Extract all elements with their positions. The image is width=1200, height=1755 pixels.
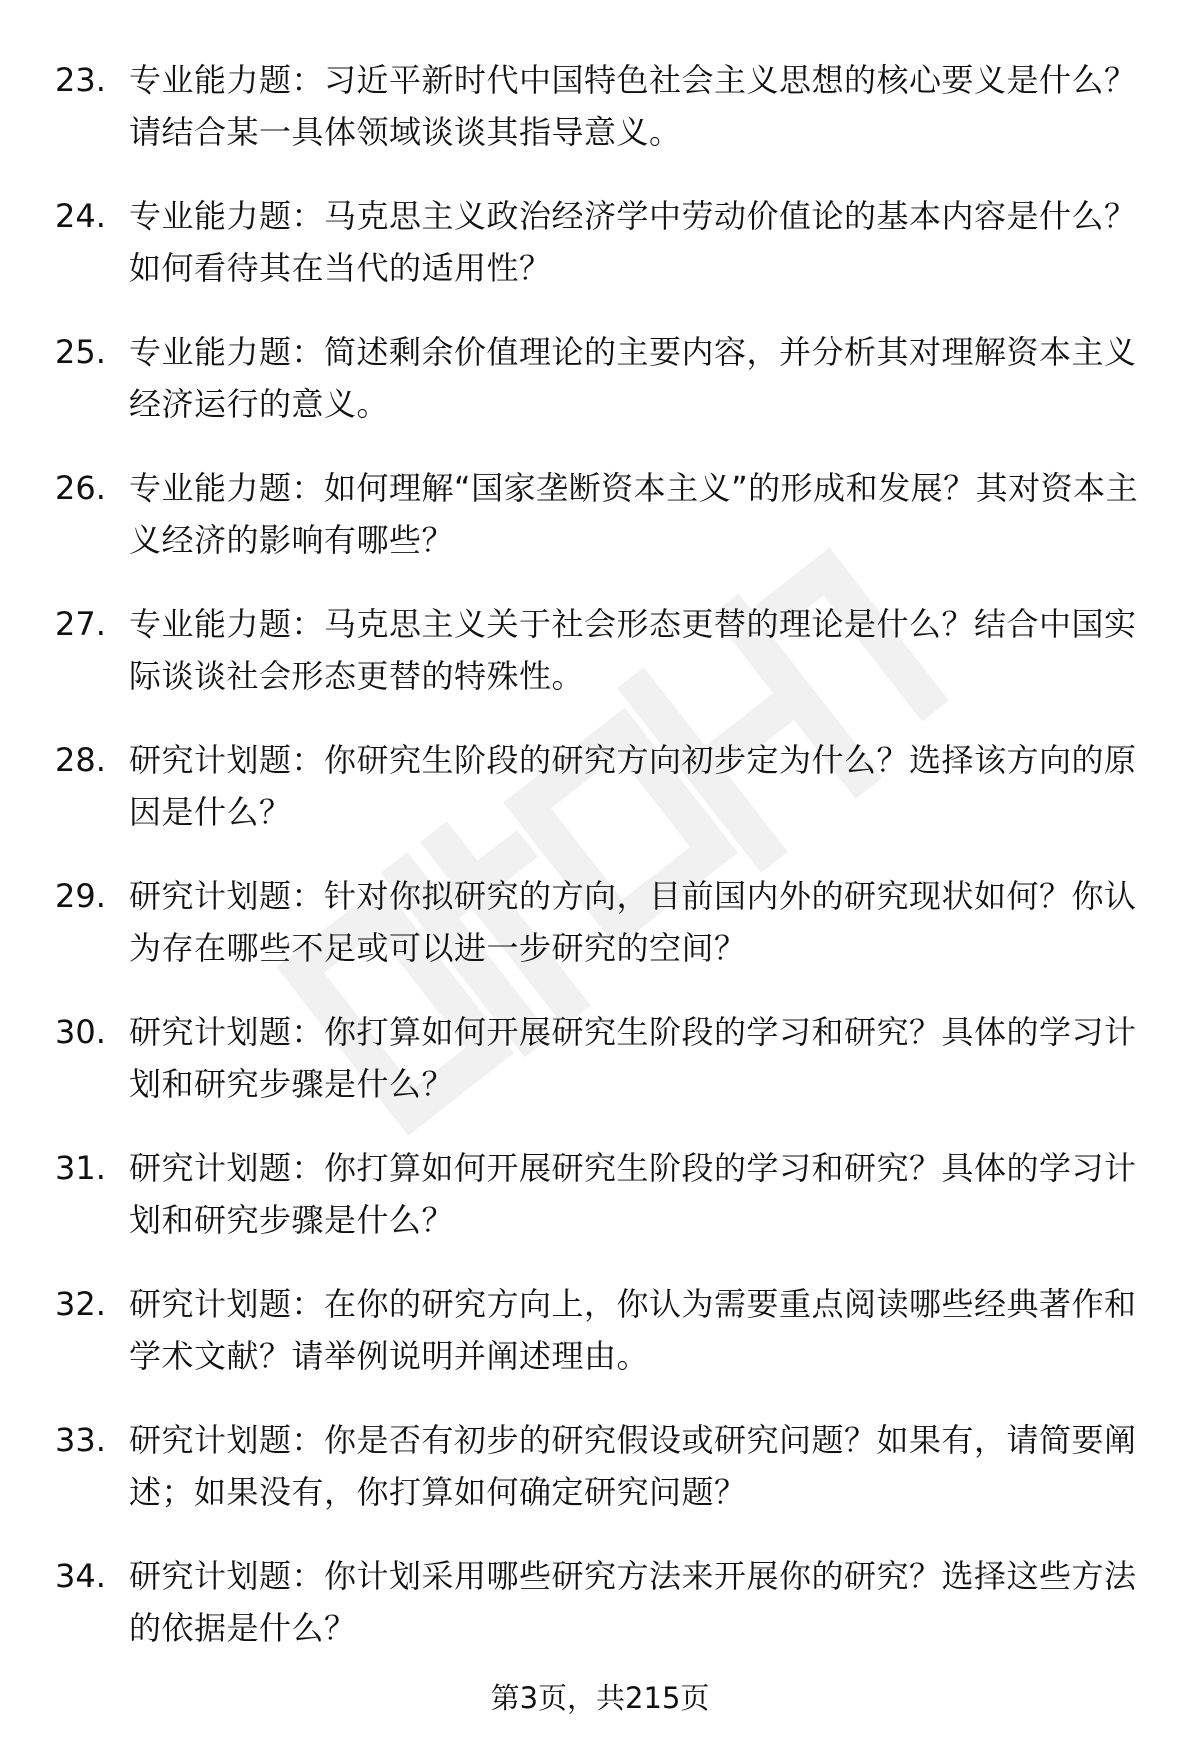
question-category: 专业能力题： [129, 61, 325, 99]
question-number: 24. [55, 197, 106, 235]
question-body [129, 1414, 1145, 1518]
question-category: 研究计划题： [129, 1285, 325, 1323]
question-body [129, 1142, 1145, 1246]
question-body [129, 54, 1145, 158]
question-category: 研究计划题： [129, 741, 325, 779]
question-body [129, 190, 1145, 294]
question-number: 27. [55, 605, 106, 643]
question-text: 如何理解“国家垄断资本主义”的形成和发展？其对资本主义经济的影响有哪些？ [129, 469, 1139, 559]
question-item [55, 1278, 1145, 1382]
question-number: 29. [55, 877, 106, 915]
question-text: 你计划采用哪些研究方法来开展你的研究？选择这些方法的依据是什么？ [129, 1557, 1137, 1647]
question-item [55, 734, 1145, 838]
question-item [55, 190, 1145, 294]
question-text: 针对你拟研究的方向，目前国内外的研究现状如何？你认为存在哪些不足或可以进一步研究的空间？ [129, 877, 1137, 967]
question-number: 31. [55, 1149, 106, 1187]
question-category: 研究计划题： [129, 1421, 325, 1459]
question-body [129, 1006, 1145, 1110]
question-text: 习近平新时代中国特色社会主义思想的核心要义是什么？请结合某一具体领域谈谈其指导意义。 [129, 61, 1137, 151]
question-body [129, 1278, 1145, 1382]
question-item [55, 1006, 1145, 1110]
question-text: 简述剩余价值理论的主要内容，并分析其对理解资本主义经济运行的意义。 [129, 333, 1137, 423]
page-footer [0, 1678, 1200, 1718]
question-text: 在你的研究方向上，你认为需要重点阅读哪些经典著作和学术文献？请举例说明并阐述理由。 [129, 1285, 1137, 1375]
question-category: 研究计划题： [129, 1557, 325, 1595]
question-body [129, 870, 1145, 974]
page-number-label: 第3页，共215页 [490, 1681, 710, 1715]
question-number: 33. [55, 1421, 106, 1459]
question-item [55, 598, 1145, 702]
question-body [129, 1550, 1145, 1654]
question-number: 23. [55, 61, 106, 99]
question-text: 你打算如何开展研究生阶段的学习和研究？具体的学习计划和研究步骤是什么？ [129, 1013, 1137, 1103]
question-number: 32. [55, 1285, 106, 1323]
question-body [129, 462, 1145, 566]
question-item [55, 1550, 1145, 1654]
question-number: 25. [55, 333, 106, 371]
question-list [55, 54, 1145, 1686]
question-body [129, 734, 1145, 838]
question-text: 你是否有初步的研究假设或研究问题？如果有，请简要阐述；如果没有，你打算如何确定研究问题？ [129, 1421, 1137, 1511]
question-text: 马克思主义政治经济学中劳动价值论的基本内容是什么？如何看待其在当代的适用性？ [129, 197, 1137, 287]
question-category: 研究计划题： [129, 1149, 325, 1187]
question-number: 26. [55, 469, 106, 507]
question-number: 34. [55, 1557, 106, 1595]
question-number: 30. [55, 1013, 106, 1051]
question-category: 专业能力题： [129, 469, 325, 507]
question-text: 你打算如何开展研究生阶段的学习和研究？具体的学习计划和研究步骤是什么？ [129, 1149, 1137, 1239]
question-body [129, 326, 1145, 430]
question-item [55, 1142, 1145, 1246]
question-text: 马克思主义关于社会形态更替的理论是什么？结合中国实际谈谈社会形态更替的特殊性。 [129, 605, 1137, 695]
question-item [55, 326, 1145, 430]
question-item [55, 462, 1145, 566]
question-item [55, 1414, 1145, 1518]
question-category: 研究计划题： [129, 1013, 325, 1051]
question-item [55, 54, 1145, 158]
question-text: 你研究生阶段的研究方向初步定为什么？选择该方向的原因是什么？ [129, 741, 1137, 831]
question-body [129, 598, 1145, 702]
question-category: 专业能力题： [129, 333, 325, 371]
question-category: 研究计划题： [129, 877, 325, 915]
question-item [55, 870, 1145, 974]
question-category: 专业能力题： [129, 605, 325, 643]
question-category: 专业能力题： [129, 197, 325, 235]
question-number: 28. [55, 741, 106, 779]
